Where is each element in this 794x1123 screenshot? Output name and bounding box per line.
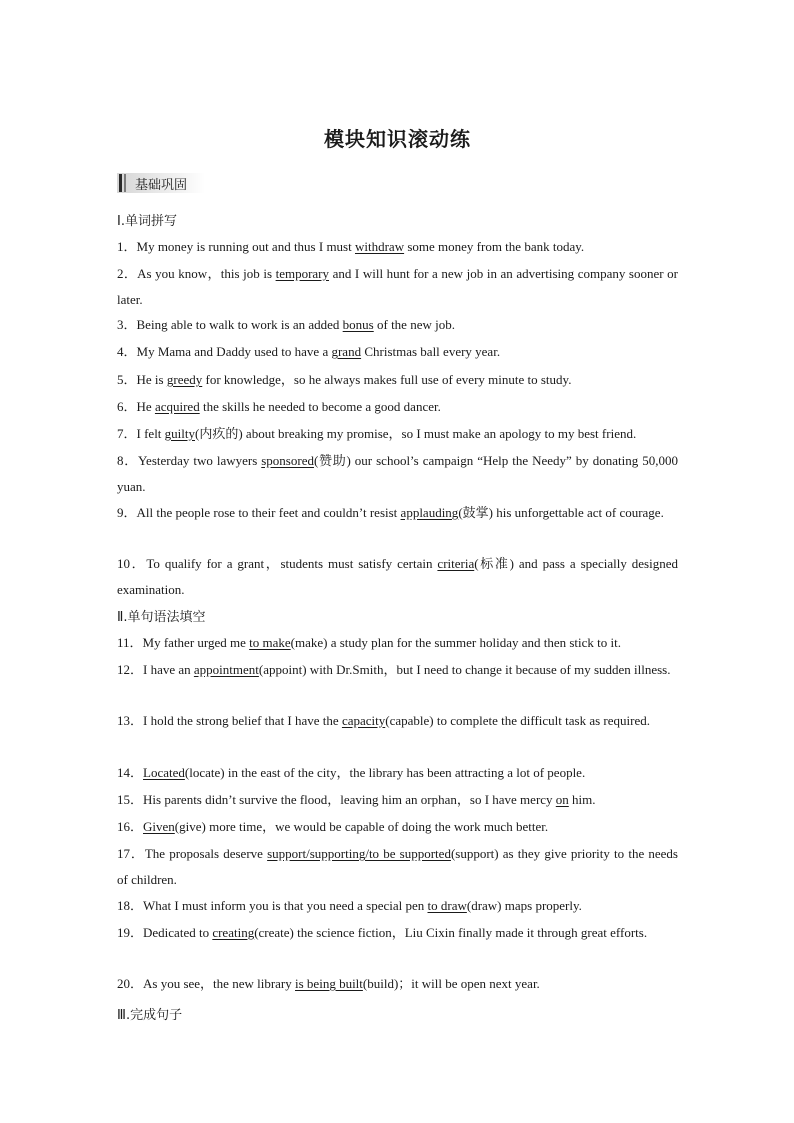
item-text: (capable) to complete the difficult task as required. (385, 713, 650, 728)
item-number: 13． (117, 713, 144, 728)
section-badge (117, 173, 205, 193)
item-number: 3． (117, 317, 137, 332)
item-text: He is (136, 372, 167, 387)
item-number: 4． (117, 344, 137, 359)
item-number: 14． (117, 765, 144, 780)
item-number: 10． (117, 556, 147, 571)
item-text: My Mama and Daddy used to have a (136, 344, 332, 359)
item-answer: applauding (400, 505, 459, 520)
item-answer: guilty (164, 426, 196, 441)
item-text: My money is running out and thus I must (136, 239, 355, 254)
item-text: (赞助) our school’s campaign “Help the Needy” by donating 50,000 yuan. (117, 453, 678, 494)
item-number: 17． (117, 846, 145, 861)
section-heading-spelling: Ⅰ.单词拼写 (117, 214, 177, 229)
item-answer: creating (212, 925, 255, 940)
item-text: Yesterday two lawyers (137, 453, 262, 468)
item-number: 1． (117, 239, 137, 254)
item-number: 6． (117, 399, 137, 414)
exercise-item (117, 312, 678, 338)
item-text: He (136, 399, 155, 414)
item-answer: greedy (166, 372, 203, 387)
item-answer: grand (331, 344, 362, 359)
item-answer: criteria (437, 556, 475, 571)
item-text: (support) as they give priority to the needs of children. (117, 846, 678, 887)
exercise-item (117, 657, 678, 683)
exercise-item (117, 339, 678, 365)
item-text: (create) the science fiction，Liu Cixin finally made it through great efforts. (254, 925, 648, 940)
exercise-item (117, 500, 678, 526)
item-number: 16． (117, 819, 144, 834)
exercise-item (117, 787, 678, 813)
item-answer: bonus (342, 317, 374, 332)
item-text: His parents didn’t survive the flood，leaving him an orphan，so I have mercy (143, 792, 556, 807)
item-number: 9． (117, 505, 137, 520)
item-text: (标准) and pass a specially designed examination. (117, 556, 678, 597)
badge-bar-secondary (124, 174, 126, 192)
item-text: I hold the strong belief that I have the (143, 713, 342, 728)
item-text: I felt (136, 426, 165, 441)
item-text: and I will hunt for a new job in an advertising company sooner or later. (117, 266, 678, 307)
item-number: 8． (117, 453, 138, 468)
item-text: I have an (143, 662, 194, 677)
item-answer: on (555, 792, 569, 807)
item-answer: Given (143, 819, 175, 834)
badge-bar (119, 174, 122, 192)
item-text: Being able to walk to work is an added (136, 317, 343, 332)
item-number: 18． (117, 898, 144, 913)
item-answer: Located (143, 765, 185, 780)
exercise-item (117, 814, 678, 840)
exercise-item (117, 971, 678, 997)
item-text: As you see，the new library (143, 976, 296, 991)
item-text: What I must inform you is that you need a special pen (143, 898, 428, 913)
item-text: All the people rose to their feet and couldn’t resist (136, 505, 401, 520)
exercise-item (117, 261, 678, 313)
item-text: some money from the bank today. (404, 239, 585, 254)
item-text: My father urged me (142, 635, 250, 650)
item-answer: to draw (427, 898, 467, 913)
exercise-item (117, 708, 678, 734)
item-text: (appoint) with Dr.Smith，but I need to change it because of my sudden illness. (258, 662, 671, 677)
item-text: Christmas ball every year. (361, 344, 501, 359)
item-number: 2． (117, 266, 138, 281)
exercise-item (117, 234, 678, 260)
item-number: 5． (117, 372, 137, 387)
section-heading-grammar: Ⅱ.单句语法填空 (117, 610, 206, 625)
item-text: of the new job. (373, 317, 455, 332)
exercise-item (117, 893, 678, 919)
exercise-item (117, 760, 678, 786)
item-number: 19． (117, 925, 144, 940)
exercise-item (117, 841, 678, 893)
item-text: (make) a study plan for the summer holiday and then stick to it. (290, 635, 622, 650)
item-text: (give) more time，we would be capable of doing the work much better. (174, 819, 549, 834)
item-answer: temporary (275, 266, 330, 281)
exercise-item (117, 448, 678, 500)
exercise-item (117, 394, 678, 420)
item-answer: capacity (341, 713, 386, 728)
exercise-item (117, 920, 678, 946)
item-answer: to make (249, 635, 291, 650)
item-text: (内疚的) about breaking my promise，so I must make an apology to my best friend. (195, 426, 637, 441)
item-text: (build)；it will be open next year. (362, 976, 540, 991)
exercise-item (117, 630, 678, 656)
badge-label: 基础巩固 (135, 177, 188, 193)
item-text: (鼓掌) his unforgettable act of courage. (458, 505, 664, 520)
page-title: 模块知识滚动练 (324, 127, 471, 151)
item-answer: acquired (154, 399, 200, 414)
item-number: 20． (117, 976, 144, 991)
item-answer: appointment (193, 662, 259, 677)
item-number: 15． (117, 792, 144, 807)
item-text: The proposals deserve (144, 846, 268, 861)
item-text: (locate) in the east of the city，the library has been attracting a lot of people. (184, 765, 586, 780)
exercise-item (117, 421, 678, 447)
exercise-item (117, 551, 678, 603)
item-text: Dedicated to (143, 925, 213, 940)
item-text: for knowledge，so he always makes full use of every minute to study. (202, 372, 572, 387)
section-heading-completion: Ⅲ.完成句子 (117, 1008, 183, 1023)
item-answer: support/supporting/to be supported (267, 846, 451, 861)
item-text: As you know，this job is (137, 266, 276, 281)
item-text: To qualify for a grant，students must satisfy certain (146, 556, 438, 571)
item-answer: withdraw (354, 239, 405, 254)
item-number: 7． (117, 426, 137, 441)
item-number: 12． (117, 662, 144, 677)
item-text: the skills he needed to become a good dancer. (199, 399, 441, 414)
item-answer: sponsored (261, 453, 314, 468)
item-number: 11． (117, 635, 143, 650)
item-text: (draw) maps properly. (466, 898, 582, 913)
item-answer: is being built (295, 976, 363, 991)
item-text: him. (568, 792, 596, 807)
exercise-item (117, 367, 678, 393)
